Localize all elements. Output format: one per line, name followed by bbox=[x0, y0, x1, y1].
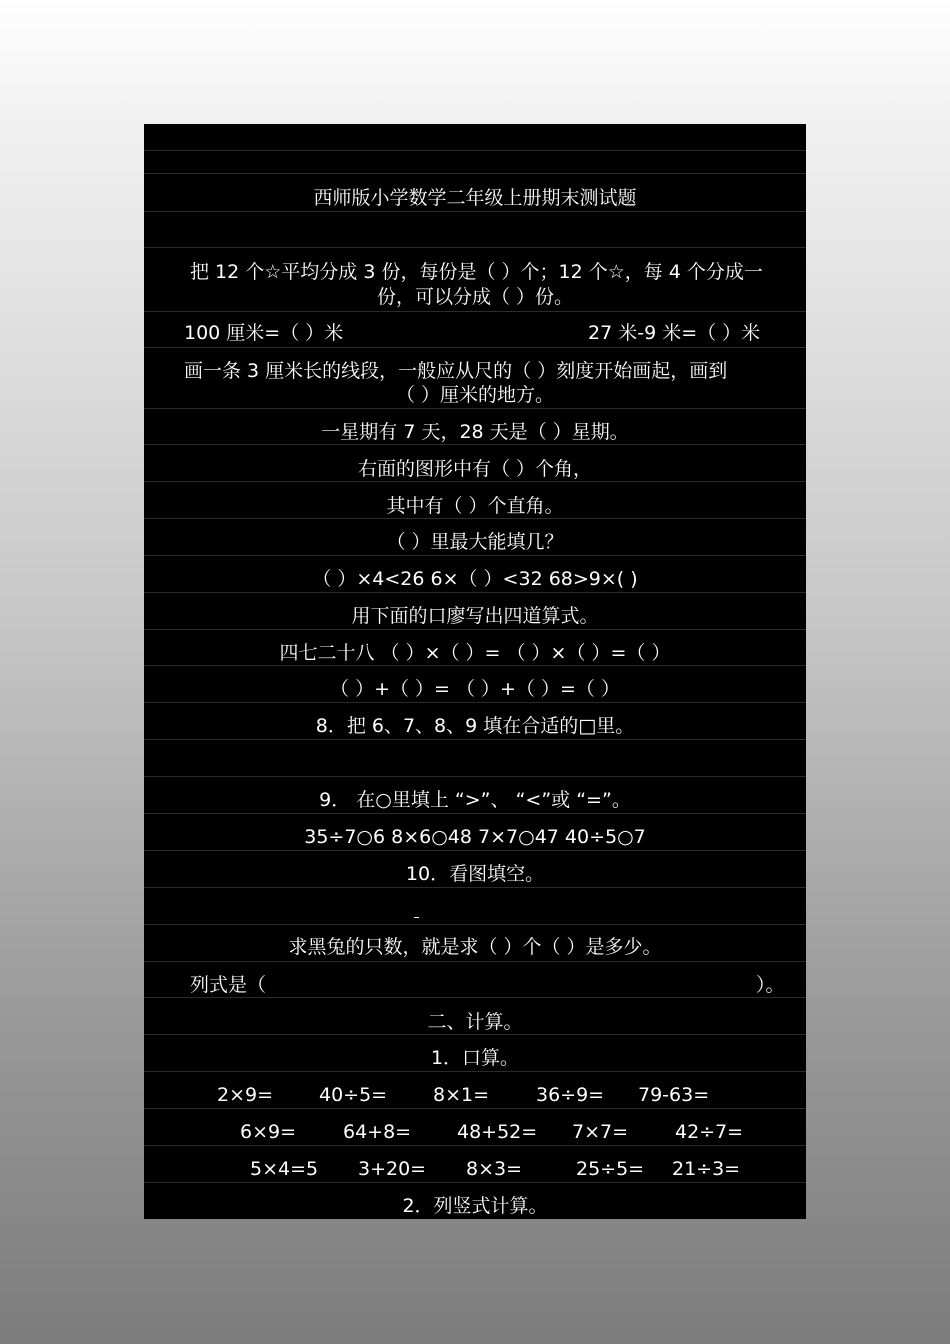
question-3-line-2: （ ）厘米的地方。 bbox=[395, 384, 555, 406]
mental-math-item: 5×4=5 bbox=[250, 1158, 319, 1180]
mental-math-item: 6×9= bbox=[240, 1121, 297, 1143]
question-10-answer-close: ）。 bbox=[756, 974, 785, 996]
question-10-answer-label: 列式是（ bbox=[190, 974, 267, 996]
question-7-line-2: （ ）+（ ）= （ ）+（ ）=（ ） bbox=[330, 678, 620, 700]
section-2-heading: 二、计算。 bbox=[427, 1011, 523, 1033]
exam-document bbox=[144, 124, 806, 1219]
mental-math-item: 36÷9= bbox=[536, 1084, 605, 1106]
question-3-line-1: 画一条 3 厘米长的线段，一般应从尺的（ ）刻度开始画起，画到 bbox=[184, 360, 728, 382]
question-6-items: （ ）×4<26 6×（ ）<32 68>9×( ) bbox=[312, 568, 638, 590]
picture-placeholder-mark bbox=[414, 917, 419, 918]
question-7-line-1: 四七二十八 （ ）×（ ）= （ ）×（ ）=（ ） bbox=[279, 642, 671, 664]
section-2-sub-2: 2．列竖式计算。 bbox=[402, 1195, 548, 1217]
question-2-right: 27 米-9 米=（ ）米 bbox=[588, 322, 761, 344]
row-divider bbox=[144, 887, 806, 923]
row-divider bbox=[144, 739, 806, 775]
question-10-heading: 10．看图填空。 bbox=[405, 863, 545, 885]
question-5-line-1: 右面的图形中有（ ）个角， bbox=[357, 458, 593, 480]
section-2-sub-1: 1．口算。 bbox=[430, 1047, 520, 1069]
mental-math-item: 64+8= bbox=[343, 1121, 412, 1143]
question-6-heading: （ ）里最大能填几？ bbox=[386, 531, 564, 553]
mental-math-item: 48+52= bbox=[457, 1121, 538, 1143]
mental-math-item: 42÷7= bbox=[675, 1121, 744, 1143]
mental-math-item: 21÷3= bbox=[672, 1158, 741, 1180]
row-divider bbox=[144, 211, 806, 247]
mental-math-item: 8×1= bbox=[433, 1084, 490, 1106]
question-2-left: 100 厘米=（ ）米 bbox=[184, 322, 344, 344]
mental-math-item: 8×3= bbox=[466, 1158, 523, 1180]
mental-math-item: 40÷5= bbox=[319, 1084, 388, 1106]
mental-math-item: 7×7= bbox=[572, 1121, 629, 1143]
page-title: 西师版小学数学二年级上册期末测试题 bbox=[313, 187, 637, 209]
mental-math-item: 79-63= bbox=[638, 1084, 710, 1106]
question-8: 8．把 6、7、8、9 填在合适的□里。 bbox=[315, 715, 635, 737]
question-9-items: 35÷7○6 8×6○48 7×7○47 40÷5○7 bbox=[304, 826, 646, 848]
question-9-heading: 9． 在○里填上 “>”、 “<”或 “=”。 bbox=[319, 789, 631, 811]
question-7-heading: 用下面的口廖写出四道算式。 bbox=[351, 605, 599, 627]
question-5-line-2: 其中有（ ）个直角。 bbox=[386, 495, 564, 517]
question-1-line-1: 把 12 个☆平均分成 3 份，每份是（ ）个；12 个☆，每 4 个分成一 bbox=[190, 261, 763, 283]
mental-math-item: 3+20= bbox=[358, 1158, 427, 1180]
question-1-line-2: 份，可以分成（ ）份。 bbox=[376, 286, 574, 308]
mental-math-item: 2×9= bbox=[217, 1084, 274, 1106]
question-10-line-1: 求黑兔的只数，就是求（ ）个（ ）是多少。 bbox=[288, 936, 662, 958]
mental-math-item: 25÷5= bbox=[576, 1158, 645, 1180]
question-4: 一星期有 7 天，28 天是（ ）星期。 bbox=[321, 421, 629, 443]
